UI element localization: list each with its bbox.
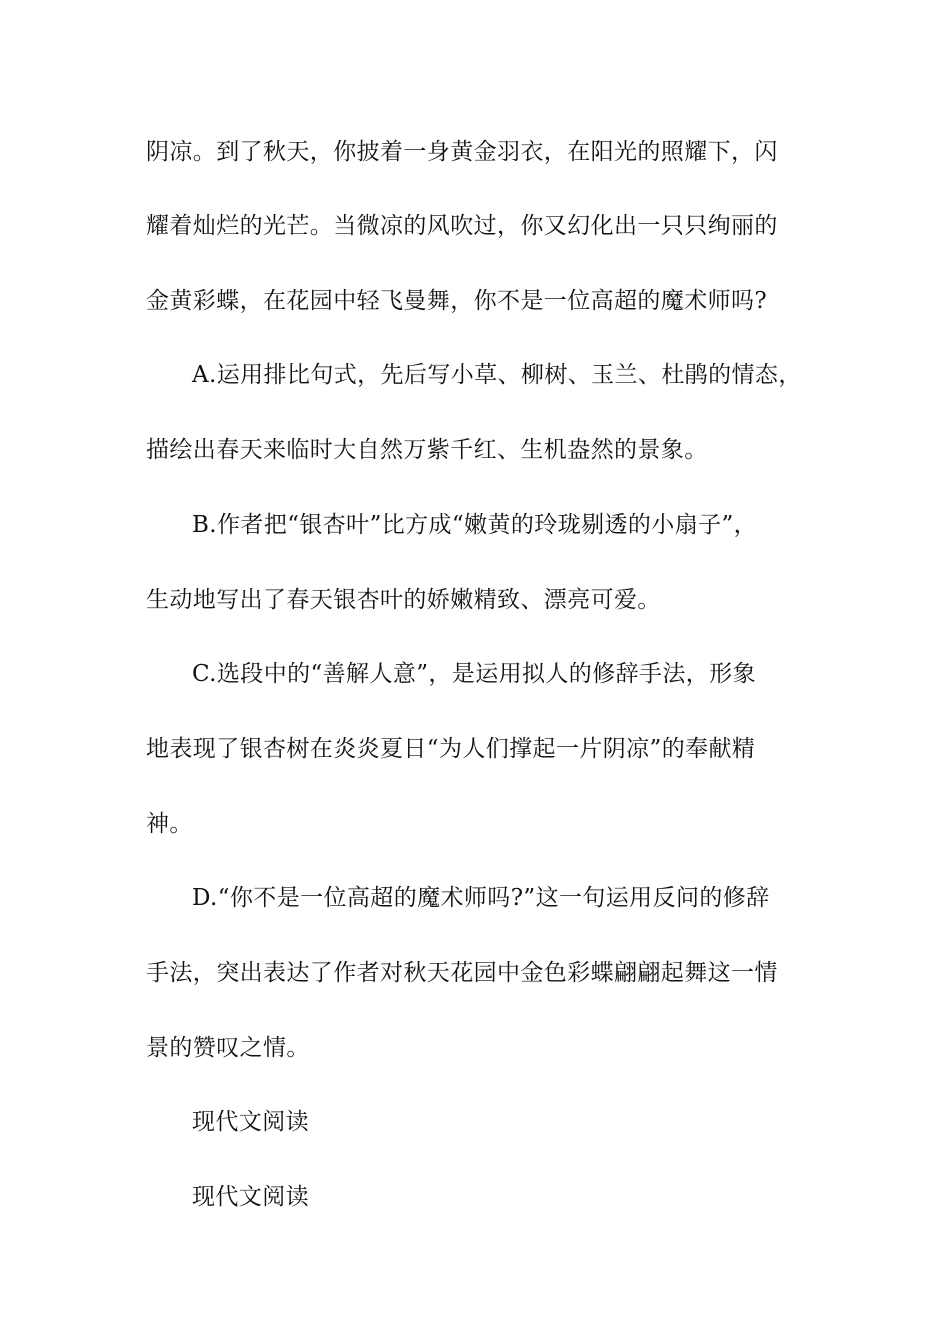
option-b-continuation: 生动地写出了春天银杏叶的娇嫩精致、漂亮可爱。 (146, 587, 661, 613)
option-c-line: C.选段中的“善解人意”，是运用拟人的修辞手法，形象 (192, 661, 757, 687)
passage-line: 耀着灿烂的光芒。当微凉的风吹过，你又幻化出一只只绚丽的 (146, 213, 778, 239)
option-d-line: D.“你不是一位高超的魔术师吗?”这一句运用反问的修辞 (192, 885, 770, 911)
option-a-continuation: 描绘出春天来临时大自然万紫千红、生机盎然的景象。 (146, 437, 708, 463)
section-heading: 现代文阅读 (192, 1184, 309, 1210)
option-d-continuation: 景的赞叹之情。 (146, 1035, 310, 1061)
option-d-continuation: 手法，突出表达了作者对秋天花园中金色彩蝶翩翩起舞这一情 (146, 960, 778, 986)
passage-line: 金黄彩蝶，在花园中轻飞曼舞，你不是一位高超的魔术师吗? (146, 288, 768, 314)
option-c-continuation: 地表现了银杏树在炎炎夏日“为人们撑起一片阴凉”的奉献精 (146, 736, 756, 762)
option-a-line: A.运用排比句式，先后写小草、柳树、玉兰、杜鹃的情态， (192, 362, 802, 388)
passage-line: 阴凉。到了秋天，你披着一身黄金羽衣，在阳光的照耀下，闪 (146, 139, 778, 165)
option-c-continuation: 神。 (146, 811, 193, 837)
section-heading: 现代文阅读 (192, 1109, 309, 1135)
option-b-line: B.作者把“银杏叶”比方成“嫩黄的玲珑剔透的小扇子”， (192, 512, 758, 538)
